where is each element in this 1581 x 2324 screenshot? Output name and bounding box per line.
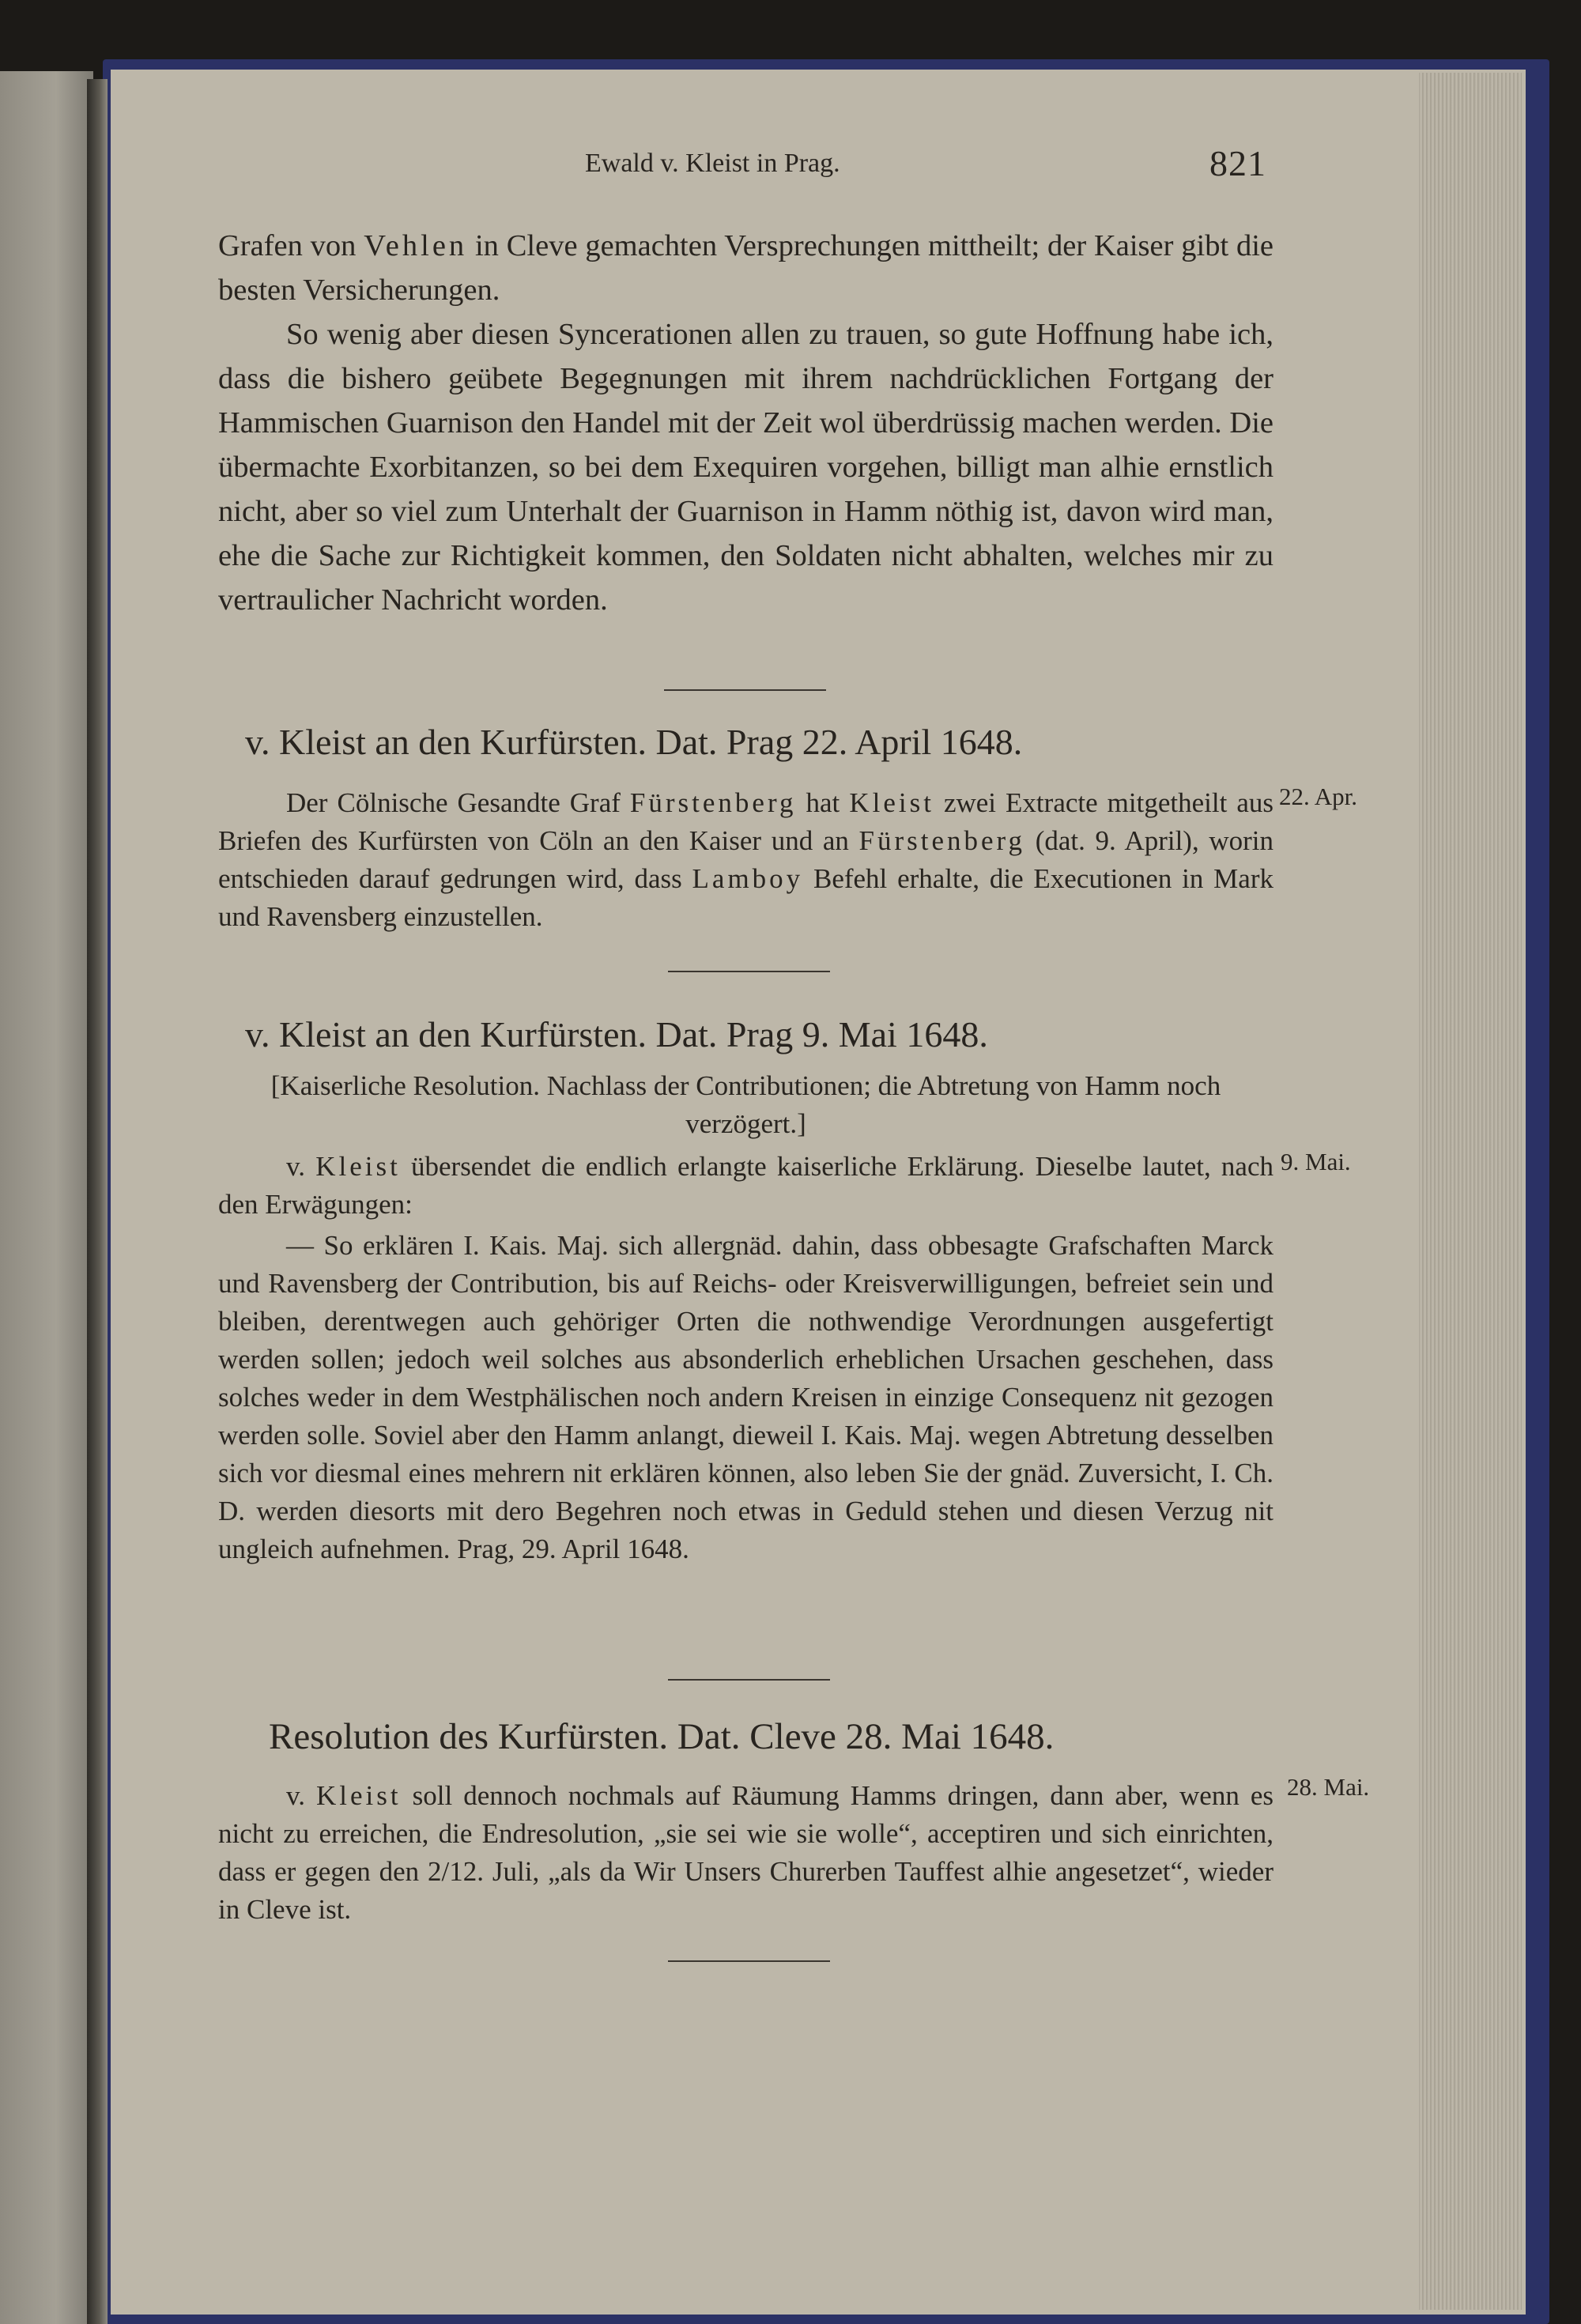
section-divider [664,689,826,691]
margin-date-2: 9. Mai. [1281,1148,1351,1175]
page-number: 821 [1209,143,1266,183]
person-name: Kleist [849,787,934,818]
continuation-paragraph-1 [218,224,1273,312]
text-run: v. [286,1151,316,1182]
text-run: hat [796,787,850,818]
person-name: Fürstenberg [629,787,797,818]
text-run: Befehl erhalte, die Executionen in Mark und Ravensberg einzustellen. [218,863,1273,932]
continuation-paragraph-2: So wenig aber diesen Syncerationen allen zu trauen, so gute Hoffnung habe ich, dass die bishero geübete Begegnungen mit ihrem nachdrücklichen Fortgang der Hammischen Guarnison den Handel mit der Zeit wol überdrüssig machen werden. Die übermachte Exorbitanzen, so bei dem Exequiren vorgehen, billigt man alhie ernstlich nicht, aber so viel zum Unterhalt der Guarnison in Hamm nöthig ist, davon wird man, ehe die Sache zur Richtigkeit kommen, den Soldaten nicht abhalten, welches mir zu vertraulicher Nachricht worden. [218,318,1273,617]
section-2-intro [218,1148,1273,1224]
text-run: Der Cölnische Gesandte Graf [286,787,630,818]
text-run: (dat. 9. April), worin entschieden darauf gedrungen wird, dass [218,825,1273,894]
section-divider [668,1679,830,1681]
section-2-quote: — So erklären I. Kais. Maj. sich allergnäd. dahin, dass obbesagte Grafschaften Marck und Ravensberg der Contribution, bis auf Reichs- oder Kreisverwilligungen, befreiet sein und bleiben, derentwegen auch gehöriger Orten die nothwendige Verordnungen ausgefertigt werden sollen; jedoch weil solches aus absonderlich erheblichen Ursachen geschehen, dass solches weder in dem Westphälischen noch andern Kreisen in einzige Consequenz nit gezogen werden solle. Soviel aber den Hamm anlangt, dieweil I. Kais. Maj. wegen Abtretung desselben sich vor diesmal eines mehrern nit erklären können, also leben Sie der gnäd. Zuversicht, I. Ch. D. werden diesorts mit dero Begehren noch etwas in Geduld stehen und diesen Verzug nit ungleich aufnehmen. Prag, 29. April 1648. [218,1230,1273,1564]
person-name: Fürstenberg [858,825,1026,856]
section-heading-3: Resolution des Kurfürsten. Dat. Cleve 28. Mai 1648. [269,1716,1055,1757]
page-edges [1419,73,1522,2310]
person-name: Kleist [315,1151,401,1182]
text-run: übersendet die endlich erlangte kaiserliche Erklärung. Dieselbe lautet, nach den Erwägungen: [218,1151,1273,1220]
section-divider [668,1960,830,1962]
section-3-summary [218,1777,1273,1929]
left-page-edge [0,71,93,2324]
text-run: zwei Extracte mitgetheilt aus Briefen des Kurfürsten von Cöln an den Kaiser und an [218,787,1273,856]
margin-date-3: 28. Mai. [1287,1773,1370,1801]
section-heading-2: v. Kleist an den Kurfürsten. Dat. Prag 9. Mai 1648. [245,1014,988,1054]
person-name: Lamboy [692,863,804,894]
person-name: Vehlen [364,229,468,262]
text-run: v. [286,1780,316,1811]
running-title: Ewald v. Kleist in Prag. [585,149,840,178]
section-1-summary [218,784,1273,936]
section-divider [668,971,830,972]
text-run: in Cleve gemachten Versprechungen mittheilt; der Kaiser gibt die besten Versicherungen. [218,229,1273,307]
text-run: Grafen von [218,229,364,262]
margin-date-1: 22. Apr. [1279,783,1358,810]
section-heading-1: v. Kleist an den Kurfürsten. Dat. Prag 22. April 1648. [245,722,1023,762]
book-gutter [87,79,108,2324]
person-name: Kleist [316,1780,402,1811]
section-2-bracket-summary: [Kaiserliche Resolution. Nachlass der Contributionen; die Abtretung von Hamm noch verzögert.] [270,1070,1221,1139]
text-run: soll dennoch nochmals auf Räumung Hamms dringen, dann aber, wenn es nicht zu erreichen, die Endresolution, „sie sei wie sie wolle“, acceptiren und sich einrichten, dass er gegen den 2/12. Juli, „als da Wir Unsers Churerben Tauffest alhie angesetzet“, wieder in Cleve ist. [218,1780,1273,1925]
